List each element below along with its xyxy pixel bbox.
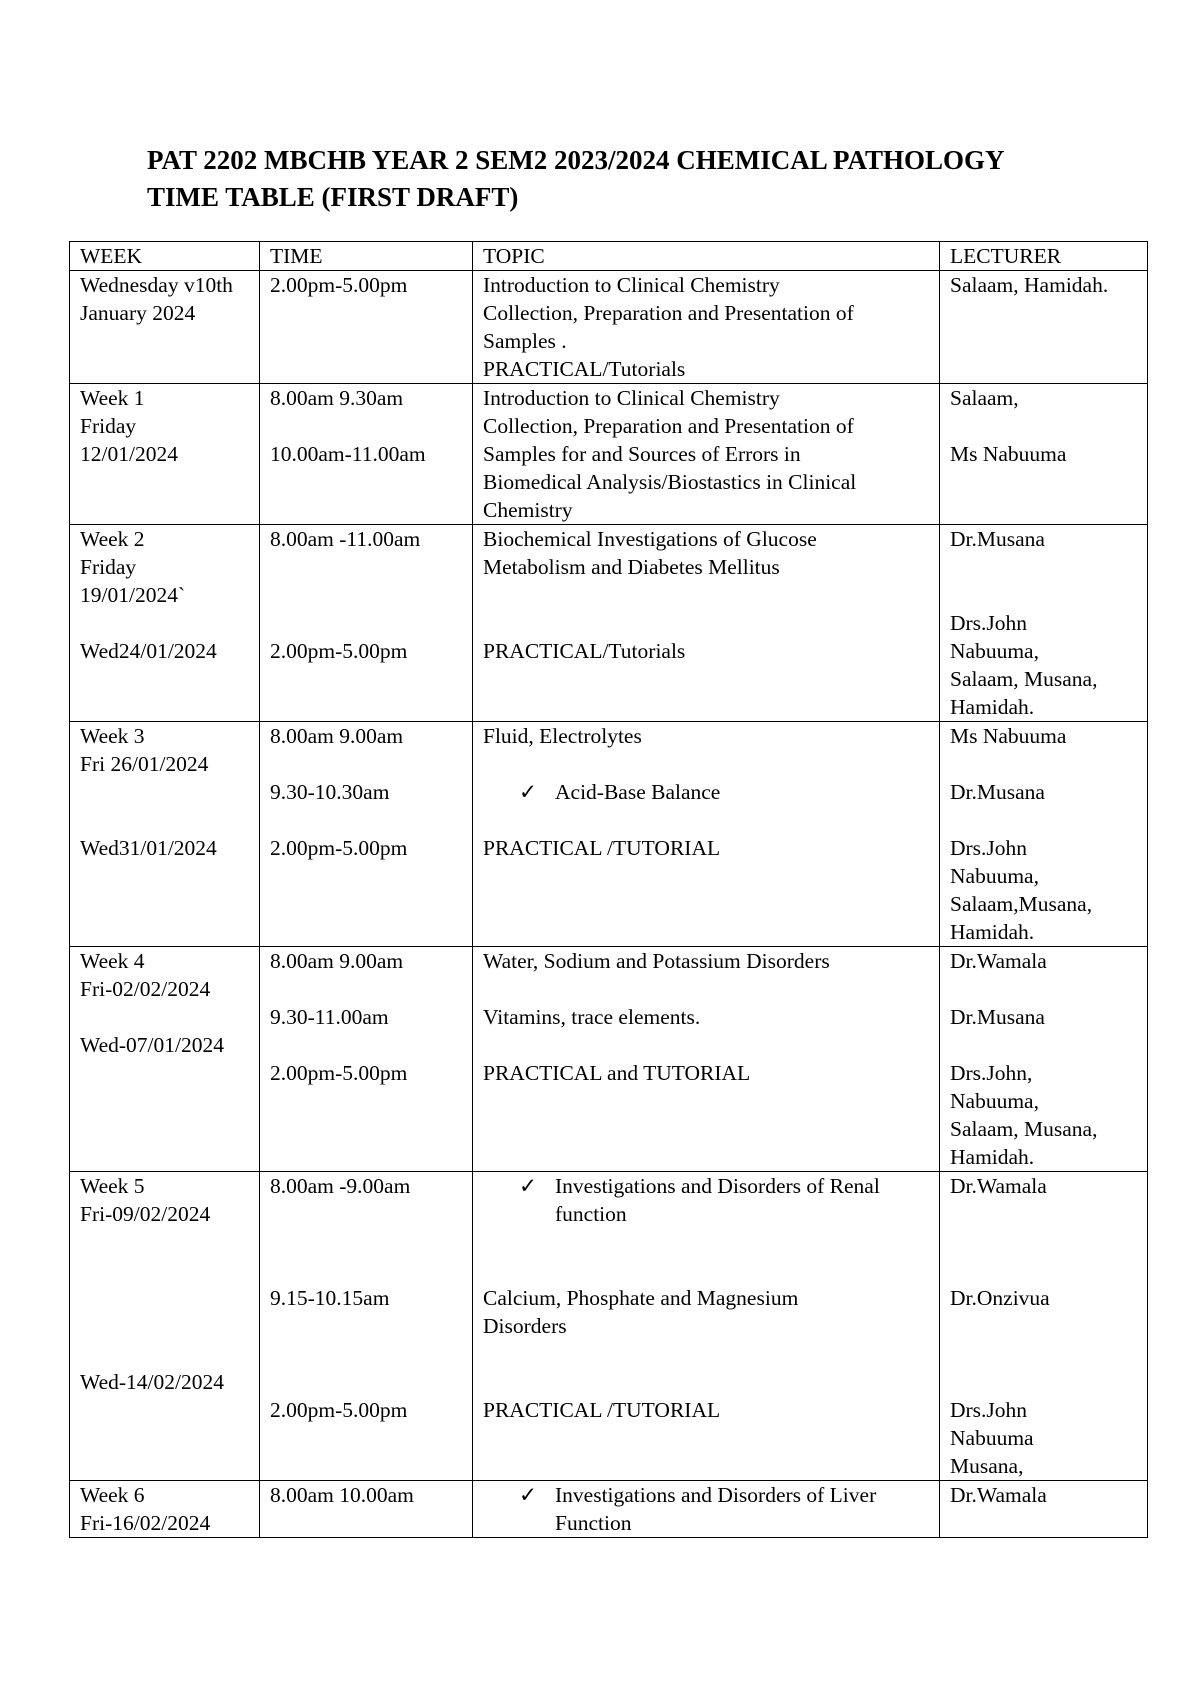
lecturer-text: Salaam, Hamidah. bbox=[950, 273, 1109, 297]
topic-text: Introduction to Clinical Chemistry bbox=[483, 273, 780, 297]
week-text: Fri-16/02/2024 bbox=[80, 1511, 211, 1535]
lecturer-text: Nabuuma bbox=[950, 1426, 1034, 1450]
topic-text: function bbox=[555, 1202, 627, 1226]
time-text: 2.00pm-5.00pm bbox=[270, 1061, 408, 1085]
week-text: Wed24/01/2024 bbox=[80, 639, 217, 663]
lecturer-text: Dr.Wamala bbox=[950, 1174, 1047, 1198]
week-text: Wed31/01/2024 bbox=[80, 836, 217, 860]
lecturer-text: Nabuuma, bbox=[950, 1089, 1039, 1113]
week-text: Wed-07/01/2024 bbox=[80, 1033, 224, 1057]
week-cell bbox=[70, 384, 260, 525]
topic-text: PRACTICAL /TUTORIAL bbox=[483, 1398, 721, 1422]
header-week: WEEK bbox=[70, 242, 260, 271]
lecturer-text: Musana, bbox=[950, 1454, 1024, 1478]
lecturer-text: Dr.Wamala bbox=[950, 1483, 1047, 1507]
topic-text: Collection, Preparation and Presentation of bbox=[483, 301, 854, 325]
header-topic: TOPIC bbox=[473, 242, 940, 271]
week-text: Week 2 bbox=[80, 527, 145, 551]
week-text: 19/01/2024` bbox=[80, 583, 186, 607]
table-row bbox=[70, 1481, 1148, 1538]
lecturer-text: Drs.John bbox=[950, 836, 1028, 860]
time-cell bbox=[260, 525, 473, 722]
topic-text: Acid-Base Balance bbox=[555, 780, 721, 804]
week-text: Week 5 bbox=[80, 1174, 145, 1198]
time-cell bbox=[260, 384, 473, 525]
checklist-item bbox=[483, 1172, 933, 1228]
topic-cell bbox=[473, 1481, 940, 1538]
title-line-2: TIME TABLE (FIRST DRAFT) bbox=[147, 182, 519, 212]
topic-text: Investigations and Disorders of Liver bbox=[555, 1483, 877, 1507]
lecturer-text: Dr.Musana bbox=[950, 780, 1045, 804]
lecturer-text: Nabuuma, bbox=[950, 864, 1039, 888]
lecturer-text: Salaam, Musana, bbox=[950, 667, 1098, 691]
checkmark-icon: ✓ bbox=[519, 1174, 538, 1198]
time-text: 8.00am 9.00am bbox=[270, 949, 404, 973]
topic-text: Water, Sodium and Potassium Disorders bbox=[483, 949, 830, 973]
week-text: Week 6 bbox=[80, 1483, 145, 1507]
time-text: 2.00pm-5.00pm bbox=[270, 1398, 408, 1422]
week-text: Wednesday v10th bbox=[80, 273, 233, 297]
time-cell bbox=[260, 722, 473, 947]
week-text: Fri 26/01/2024 bbox=[80, 752, 209, 776]
lecturer-text: Ms Nabuuma bbox=[950, 724, 1067, 748]
lecturer-text: Hamidah. bbox=[950, 920, 1035, 944]
time-text: 9.15-10.15am bbox=[270, 1286, 390, 1310]
time-cell bbox=[260, 947, 473, 1172]
lecturer-text: Salaam, bbox=[950, 386, 1019, 410]
lecturer-text: Dr.Onzivua bbox=[950, 1286, 1050, 1310]
lecturer-text: Dr.Musana bbox=[950, 1005, 1045, 1029]
topic-text: Investigations and Disorders of Renal bbox=[555, 1174, 880, 1198]
lecturer-text: Dr.Musana bbox=[950, 527, 1045, 551]
topic-cell bbox=[473, 722, 940, 947]
lecturer-text: Dr.Wamala bbox=[950, 949, 1047, 973]
topic-text: Chemistry bbox=[483, 498, 573, 522]
header-lecturer: LECTURER bbox=[940, 242, 1148, 271]
title-line-1: PAT 2202 MBCHB YEAR 2 SEM2 2023/2024 CHEMICAL PATHOLOGY bbox=[147, 145, 1005, 175]
lecturer-text: Nabuuma, bbox=[950, 639, 1039, 663]
lecturer-text: Drs.John, bbox=[950, 1061, 1033, 1085]
table-row bbox=[70, 271, 1148, 384]
time-text: 9.30-11.00am bbox=[270, 1005, 389, 1029]
lecturer-cell bbox=[940, 1481, 1148, 1538]
topic-cell bbox=[473, 1172, 940, 1481]
week-text: Friday bbox=[80, 414, 137, 438]
week-text: January 2024 bbox=[80, 301, 196, 325]
week-cell bbox=[70, 1481, 260, 1538]
week-cell bbox=[70, 947, 260, 1172]
week-cell bbox=[70, 1172, 260, 1481]
checklist-item bbox=[483, 1481, 933, 1537]
time-text: 8.00am 9.30am bbox=[270, 386, 404, 410]
time-text: 8.00am 9.00am bbox=[270, 724, 404, 748]
topic-text: PRACTICAL and TUTORIAL bbox=[483, 1061, 751, 1085]
checklist-item bbox=[483, 778, 933, 806]
time-text: 2.00pm-5.00pm bbox=[270, 273, 408, 297]
week-cell bbox=[70, 722, 260, 947]
lecturer-cell bbox=[940, 1172, 1148, 1481]
time-text: 8.00am 10.00am bbox=[270, 1483, 414, 1507]
time-text: 8.00am -9.00am bbox=[270, 1174, 411, 1198]
topic-text: Fluid, Electrolytes bbox=[483, 724, 642, 748]
checkmark-icon: ✓ bbox=[519, 1483, 538, 1507]
checkmark-icon: ✓ bbox=[519, 780, 538, 804]
table-row bbox=[70, 1172, 1148, 1481]
topic-cell bbox=[473, 384, 940, 525]
week-text: Week 1 bbox=[80, 386, 145, 410]
topic-text: Vitamins, trace elements. bbox=[483, 1005, 701, 1029]
lecturer-text: Salaam,Musana, bbox=[950, 892, 1093, 916]
table-row bbox=[70, 947, 1148, 1172]
header-row bbox=[70, 242, 1148, 271]
lecturer-text: Salaam, Musana, bbox=[950, 1117, 1098, 1141]
topic-text: Biomedical Analysis/Biostastics in Clinical bbox=[483, 470, 857, 494]
document-title bbox=[147, 142, 1107, 216]
lecturer-cell bbox=[940, 525, 1148, 722]
topic-cell bbox=[473, 525, 940, 722]
table-row bbox=[70, 722, 1148, 947]
week-text: Fri-02/02/2024 bbox=[80, 977, 211, 1001]
header-time: TIME bbox=[260, 242, 473, 271]
week-text: Fri-09/02/2024 bbox=[80, 1202, 211, 1226]
time-text: 2.00pm-5.00pm bbox=[270, 639, 408, 663]
time-text: 10.00am-11.00am bbox=[270, 442, 426, 466]
table-row bbox=[70, 525, 1148, 722]
lecturer-cell bbox=[940, 271, 1148, 384]
topic-text: Introduction to Clinical Chemistry bbox=[483, 386, 780, 410]
timetable bbox=[69, 241, 1148, 1538]
topic-text: Disorders bbox=[483, 1314, 567, 1338]
lecturer-text: Drs.John bbox=[950, 611, 1028, 635]
lecturer-cell bbox=[940, 384, 1148, 525]
topic-cell bbox=[473, 947, 940, 1172]
week-text: Week 3 bbox=[80, 724, 145, 748]
lecturer-text: Drs.John bbox=[950, 1398, 1028, 1422]
lecturer-cell bbox=[940, 947, 1148, 1172]
lecturer-text: Hamidah. bbox=[950, 1145, 1035, 1169]
topic-text: PRACTICAL /TUTORIAL bbox=[483, 836, 721, 860]
topic-text: PRACTICAL/Tutorials bbox=[483, 639, 686, 663]
time-text: 8.00am -11.00am bbox=[270, 527, 421, 551]
topic-text: Calcium, Phosphate and Magnesium bbox=[483, 1286, 799, 1310]
time-cell bbox=[260, 271, 473, 384]
week-text: Week 4 bbox=[80, 949, 145, 973]
time-cell bbox=[260, 1172, 473, 1481]
topic-cell bbox=[473, 271, 940, 384]
table-row bbox=[70, 384, 1148, 525]
topic-text: Samples . bbox=[483, 329, 567, 353]
lecturer-text: Ms Nabuuma bbox=[950, 442, 1067, 466]
week-cell bbox=[70, 271, 260, 384]
week-text: 12/01/2024 bbox=[80, 442, 178, 466]
time-text: 2.00pm-5.00pm bbox=[270, 836, 408, 860]
time-text: 9.30-10.30am bbox=[270, 780, 390, 804]
lecturer-text: Hamidah. bbox=[950, 695, 1035, 719]
lecturer-cell bbox=[940, 722, 1148, 947]
week-text: Wed-14/02/2024 bbox=[80, 1370, 224, 1394]
topic-text: Biochemical Investigations of Glucose bbox=[483, 527, 817, 551]
topic-text: Function bbox=[555, 1511, 632, 1535]
topic-text: Samples for and Sources of Errors in bbox=[483, 442, 801, 466]
topic-text: Metabolism and Diabetes Mellitus bbox=[483, 555, 780, 579]
week-cell bbox=[70, 525, 260, 722]
topic-text: PRACTICAL/Tutorials bbox=[483, 357, 686, 381]
topic-text: Collection, Preparation and Presentation of bbox=[483, 414, 854, 438]
week-text: Friday bbox=[80, 555, 137, 579]
time-cell bbox=[260, 1481, 473, 1538]
